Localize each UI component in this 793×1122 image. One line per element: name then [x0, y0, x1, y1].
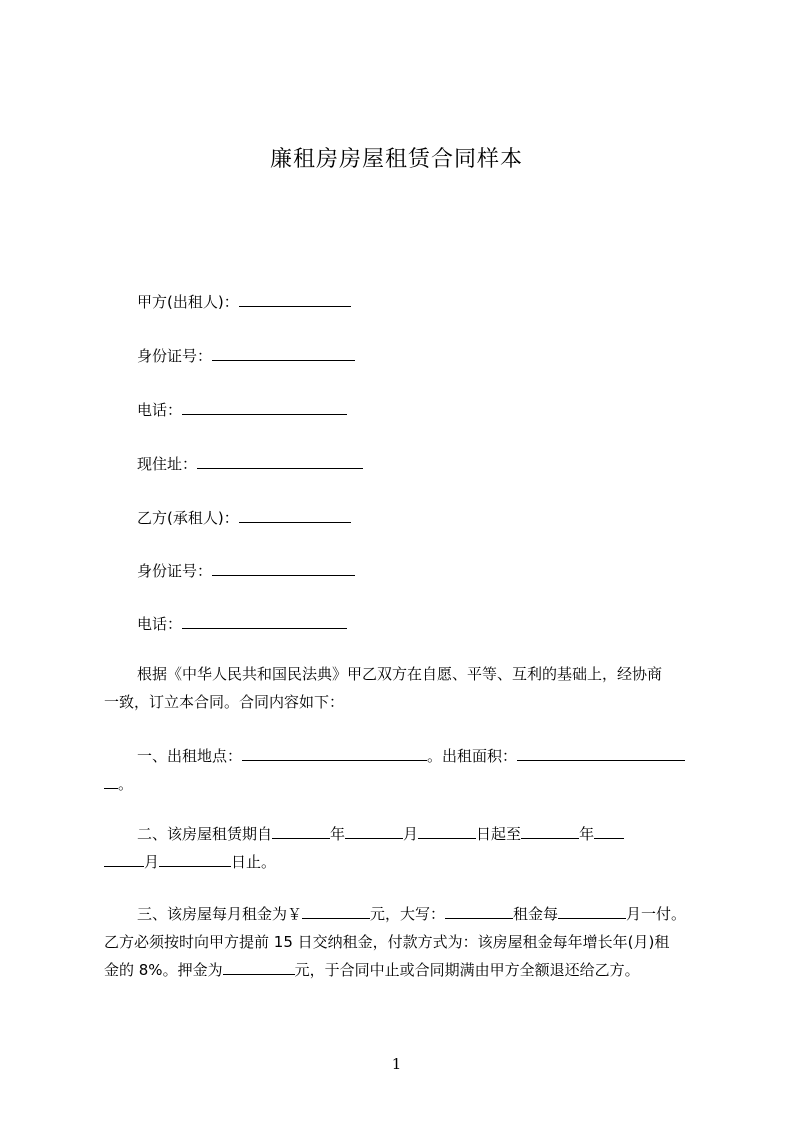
pay-period-blank: [558, 904, 626, 919]
lessor-blank: [239, 292, 351, 307]
lessor-phone-blank: [182, 400, 347, 415]
end-month-blank-part2: [104, 852, 144, 867]
lessee-phone-field: [137, 614, 347, 634]
lessee-label: 乙方(承租人)：: [137, 509, 239, 527]
lessor-phone-label: 电话：: [137, 401, 183, 419]
year-label-1: 年: [330, 825, 346, 843]
clause-1-location-label: 一、出租地点：: [137, 747, 243, 765]
clause-2-line-1: [104, 820, 704, 848]
lessee-id-field: [137, 561, 355, 581]
lessor-label: 甲方(出租人)：: [137, 293, 239, 311]
lessee-phone-label: 电话：: [137, 615, 183, 633]
document-title: 廉租房房屋租赁合同样本: [269, 147, 523, 172]
area-blank-part1: [517, 746, 685, 761]
start-year-blank: [272, 824, 330, 839]
clause-1-end: 。: [118, 775, 134, 793]
rent-amount-blank: [302, 904, 370, 919]
lessor-field: [137, 292, 351, 312]
clause-3-line-1: [104, 900, 704, 928]
location-blank: [242, 746, 427, 761]
lessee-field: [137, 508, 351, 528]
deposit-label: 金的 8%。押金为: [104, 961, 223, 979]
intro-line-1: 根据《中华人民共和国民法典》甲乙双方在自愿、平等、互利的基础上，经协商: [137, 665, 663, 683]
page-number: 1: [391, 1055, 402, 1073]
clause-1-line-2: [104, 770, 704, 798]
lessee-id-label: 身份证号：: [137, 562, 213, 580]
end-day-blank: [159, 852, 231, 867]
start-day-blank: [418, 824, 476, 839]
intro-paragraph: [104, 660, 704, 716]
lessor-id-field: [137, 346, 355, 366]
lessor-address-field: [137, 454, 363, 474]
end-month-blank-part1: [594, 824, 624, 839]
rent-capital-label: 元，大写：: [370, 905, 446, 923]
rent-every-label: 租金每: [513, 905, 559, 923]
start-month-blank: [345, 824, 403, 839]
clause-1-line-1: [104, 742, 704, 770]
clause-1-area-label: 。出租面积：: [427, 747, 518, 765]
monthly-payment-label: 月一付。: [626, 905, 687, 923]
month-label-1: 月: [403, 825, 419, 843]
year-label-2: 年: [579, 825, 595, 843]
clause-2-end: 日止。: [231, 853, 277, 871]
clause-3-line-3: [104, 956, 704, 984]
lessor-id-label: 身份证号：: [137, 347, 213, 365]
rent-label: 三、该房屋每月租金为￥: [137, 905, 303, 923]
end-year-blank: [521, 824, 579, 839]
deposit-refund-text: 元，于合同中止或合同期满由甲方全额退还给乙方。: [294, 961, 640, 979]
area-blank-part2: [104, 774, 118, 789]
day-until-label: 日起至: [476, 825, 522, 843]
rent-capital-blank: [445, 904, 513, 919]
intro-line-2: 一致，订立本合同。合同内容如下：: [104, 693, 345, 711]
clause-2: [104, 820, 704, 876]
lessor-id-blank: [212, 346, 355, 361]
lessor-address-label: 现住址：: [137, 455, 198, 473]
lessor-phone-field: [137, 400, 347, 420]
clause-2-label: 二、该房屋租赁期自: [137, 825, 273, 843]
month-label-2: 月: [144, 853, 160, 871]
clause-3: [104, 900, 704, 984]
deposit-blank: [223, 960, 295, 975]
clause-2-line-2: [104, 848, 704, 876]
lessor-address-blank: [197, 454, 363, 469]
lessee-blank: [239, 508, 351, 523]
lessee-phone-blank: [182, 614, 347, 629]
clause-1: [104, 742, 704, 798]
lessee-id-blank: [212, 561, 355, 576]
clause-3-line-2: 乙方必须按时向甲方提前 15 日交纳租金，付款方式为：该房屋租金每年增长年(月)租: [104, 933, 670, 951]
